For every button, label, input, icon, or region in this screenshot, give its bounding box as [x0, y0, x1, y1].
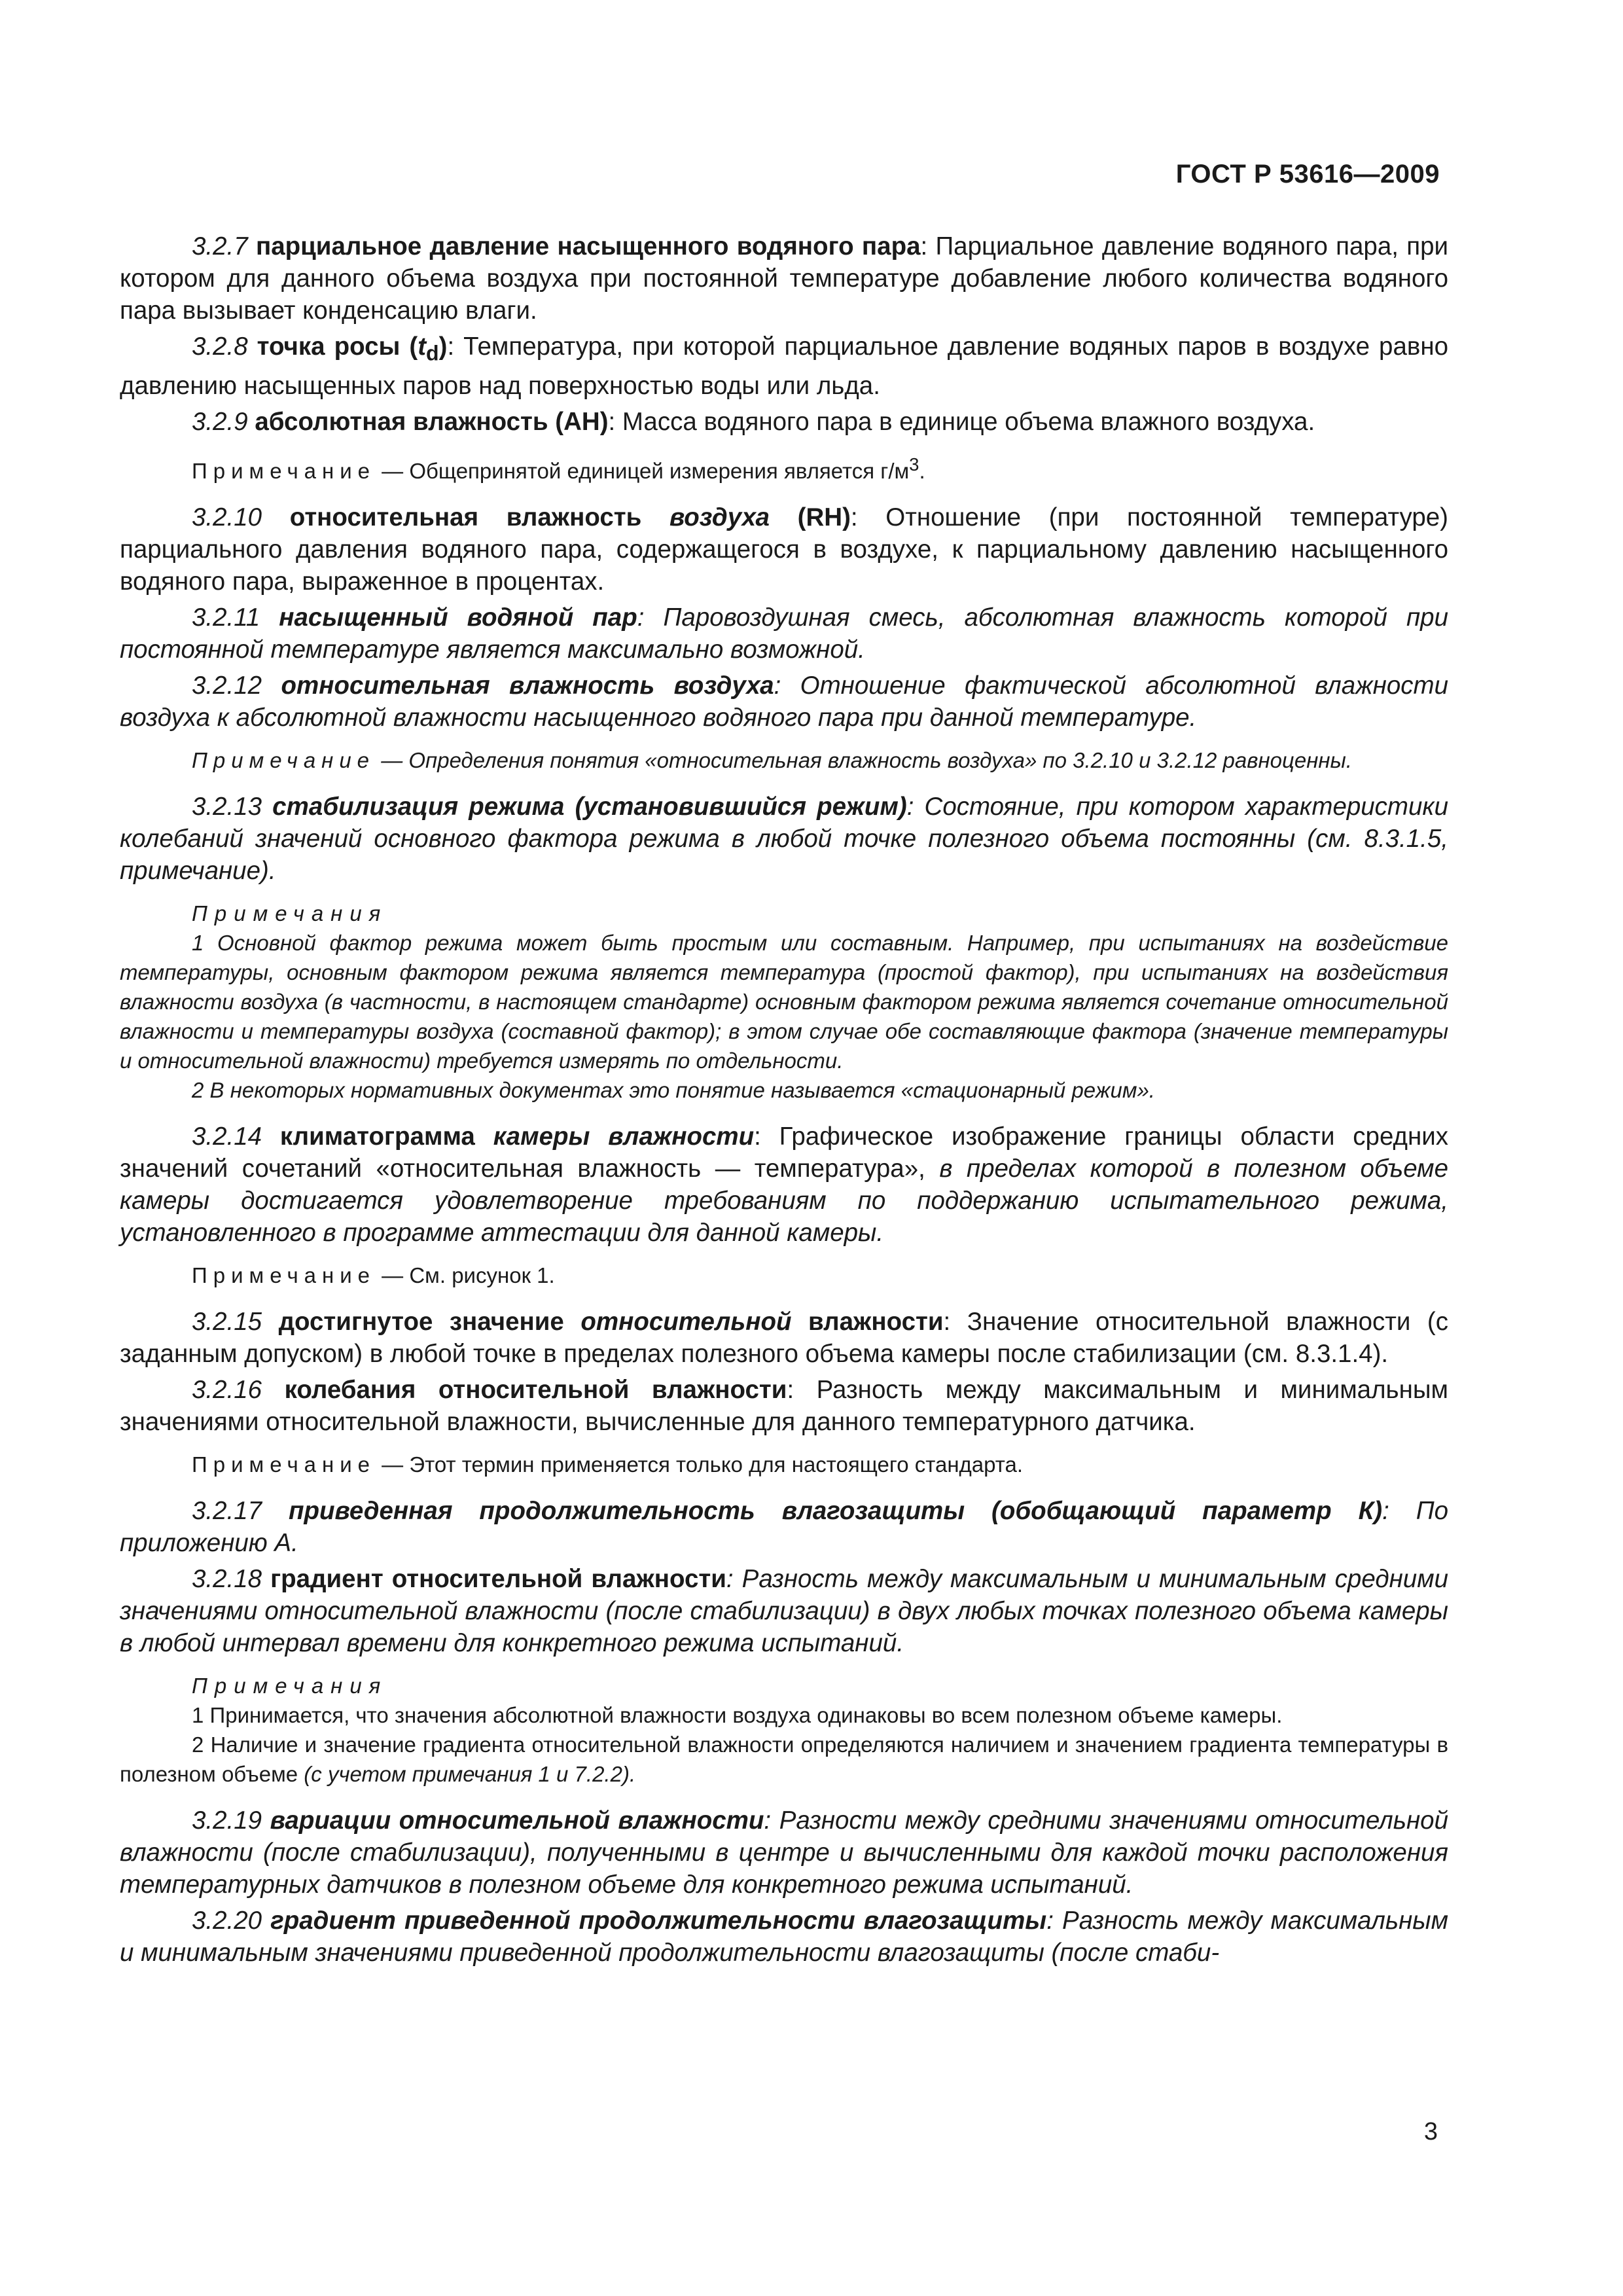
definition-3-2-18	[120, 1563, 1448, 1659]
term: вариации относительной влажности	[270, 1806, 764, 1835]
term: градиент приведенной продолжительности влагозащиты	[270, 1906, 1047, 1935]
definition-text: : Паровоздушная смесь, абсолютная влажность которой при постоянной температуре является максимально возможной.	[120, 603, 1448, 664]
note-text: — Определения понятия «относительная влажность воздуха» по 3.2.10 и 3.2.12 равноценны.	[375, 747, 1352, 772]
note-3-2-12	[120, 745, 1448, 775]
note-item: 1 Принимается, что значения абсолютной влажности воздуха одинаковы во всем полезном объеме камеры.	[192, 1702, 1283, 1727]
term: приведенная продолжительность влагозащиты (обобщающий параметр К)	[288, 1496, 1383, 1525]
definition-text: : Температура, при которой парциальное давление водяных паров в воздухе равно давлению насыщенных паров над поверхностью воды или льда.	[120, 332, 1448, 400]
definition-3-2-12	[120, 670, 1448, 734]
notes-3-2-18	[120, 1671, 1448, 1789]
term: достигнутое значение относительной влажности	[278, 1307, 944, 1336]
definition-3-2-17	[120, 1495, 1448, 1559]
term: стабилизация режима (установившийся режим)	[272, 792, 907, 821]
term: относительная влажность воздуха (RH)	[289, 503, 851, 531]
clause-number: 3.2.17	[192, 1496, 262, 1525]
definition-text: : Графическое изображение границы области средних значений сочетаний «относительная влажность — температура»,	[120, 1122, 1449, 1183]
definition-3-2-15	[120, 1306, 1448, 1370]
note-3-2-14	[120, 1261, 1448, 1290]
clause-number: 3.2.13	[192, 792, 262, 821]
note-label: Примечание	[192, 1263, 376, 1287]
superscript: 3	[909, 454, 919, 475]
definition-3-2-8	[120, 331, 1448, 402]
note-item: 2 В некоторых нормативных документах это понятие называется «стационарный режим».	[192, 1077, 1155, 1102]
notes-3-2-13	[120, 899, 1448, 1105]
clause-number: 3.2.11	[192, 603, 260, 632]
definition-text: : Разность между максимальным и минимальным значениями относительной влажности, вычисленные для данного температурного датчика.	[120, 1375, 1449, 1436]
definition-text: : Состояние, при котором характеристики колебаний значений основного фактора режима в любой точке полезного объема постоянны (см. 8.3.1.5, примечание).	[120, 792, 1449, 885]
term: абсолютная влажность (АН)	[255, 407, 609, 436]
note-item: 2 Наличие и значение градиента относительной влажности определяются наличием и значением градиента температуры в полезном объеме (с учетом примечания 1 и 7.2.2).	[120, 1732, 1448, 1786]
clause-number: 3.2.7	[192, 232, 248, 260]
definition-text: : Значение относительной влажности (с заданным допуском) в любой точке в пределах полезного объема камеры после стабилизации (см. 8.3.1.4).	[120, 1307, 1448, 1368]
definition-text: : Разность между максимальным и минимальным значениями приведенной продолжительности влагозащиты (после стаби-	[120, 1906, 1448, 1967]
clause-number: 3.2.10	[192, 503, 262, 531]
definition-3-2-13	[120, 791, 1448, 887]
clause-number: 3.2.20	[192, 1906, 262, 1935]
definition-text: : Масса водяного пара в единице объема влажного воздуха.	[608, 407, 1315, 436]
note-text: — Общепринятой единицей измерения является г/м	[376, 458, 910, 483]
note-text: — См. рисунок 1.	[376, 1263, 555, 1287]
clause-number: 3.2.8	[192, 332, 248, 361]
note-item: 1 Основной фактор режима может быть простым или составным. Например, при испытаниях на воздействие температуры, основным фактором режима является температура (простой фактор), при испытаниях на воздействия влажности воздуха (в частности, в настоящем стандарте) основным фактором режима является сочетание относительной влажности и температуры воздуха (составной фактор); в этом случае обе составляющие фактора (значение температуры и относительной влажности) требуется измерять по отдельности.	[120, 930, 1448, 1073]
definition-3-2-11	[120, 601, 1448, 666]
term: относительная влажность воздуха	[281, 671, 774, 700]
definition-3-2-20	[120, 1905, 1448, 1969]
clause-number: 3.2.19	[192, 1806, 262, 1835]
clause-number: 3.2.18	[192, 1564, 262, 1593]
clause-number: 3.2.16	[192, 1375, 262, 1404]
term: парциальное давление насыщенного водяного пара	[255, 232, 921, 260]
term: колебания относительной влажности	[284, 1375, 787, 1404]
definition-text: : Разности между средними значениями относительной влажности (после стабилизации), полученными в центре и вычисленными для каждой точки расположения температурных датчиков в полезном объеме для конкретного режима испытаний.	[120, 1806, 1448, 1899]
definition-3-2-7	[120, 230, 1448, 327]
note-3-2-9: Примечание — Общепринятой единицей измерения является $г/м^3$.	[192, 454, 925, 483]
definition-3-2-19	[120, 1804, 1448, 1901]
document-body	[120, 230, 1448, 1973]
definition-text: : По приложению А.	[120, 1496, 1449, 1557]
notes-label: Примечания	[192, 901, 388, 925]
definition-text: : Отношение фактической абсолютной влажности воздуха к абсолютной влажности насыщенного водяного пара при данной температуре.	[120, 671, 1449, 732]
term: насыщенный водяной пар	[279, 603, 637, 632]
note-label: Примечание	[192, 747, 376, 772]
term: точка росы $(t_d)$	[257, 332, 448, 365]
term: климатограмма камеры влажности	[279, 1122, 755, 1151]
definition-3-2-16	[120, 1374, 1448, 1438]
definition-text: : Парциальное давление водяного пара, при котором для данного объема воздуха при постоянной температуре добавление любого количества водяного пара вызывает конденсацию влаги.	[120, 232, 1449, 325]
note-3-2-16	[120, 1450, 1448, 1479]
clause-number: 3.2.14	[192, 1122, 262, 1151]
page-number: 3	[1423, 2118, 1438, 2145]
definition-3-2-14	[120, 1121, 1448, 1249]
definition-3-2-10	[120, 501, 1448, 598]
definition-3-2-9	[120, 406, 1448, 438]
definition-text: : Разность между максимальным и минимальным средними значениями относительной влажности (после стабилизации) в двух любых точках полезного объема камеры в любой интервал времени для конкретного режима испытаний.	[120, 1564, 1449, 1657]
note-text: — Этот термин применяется только для настоящего стандарта.	[376, 1452, 1024, 1477]
notes-label: Примечания	[192, 1673, 388, 1698]
clause-number: 3.2.15	[192, 1307, 262, 1336]
clause-number: 3.2.12	[192, 671, 262, 700]
clause-number: 3.2.9	[192, 407, 248, 436]
definition-text: : Отношение (при постоянной температуре) парциального давления водяного пара, содержащегося в воздухе, к парциальному давлению насыщенного водяного пара, выраженное в процентах.	[120, 503, 1449, 596]
note-label: Примечание	[192, 458, 376, 483]
definition-text-italic: в пределах которой в полезном объеме камеры достигается удовлетворение требованиям по поддержанию испытательного режима, установленного в программе аттестации для данной камеры.	[120, 1154, 1448, 1247]
note-label: Примечание	[192, 1452, 376, 1477]
document-header: ГОСТ Р 53616—2009	[1175, 160, 1440, 188]
term: градиент относительной влажности	[270, 1564, 726, 1593]
